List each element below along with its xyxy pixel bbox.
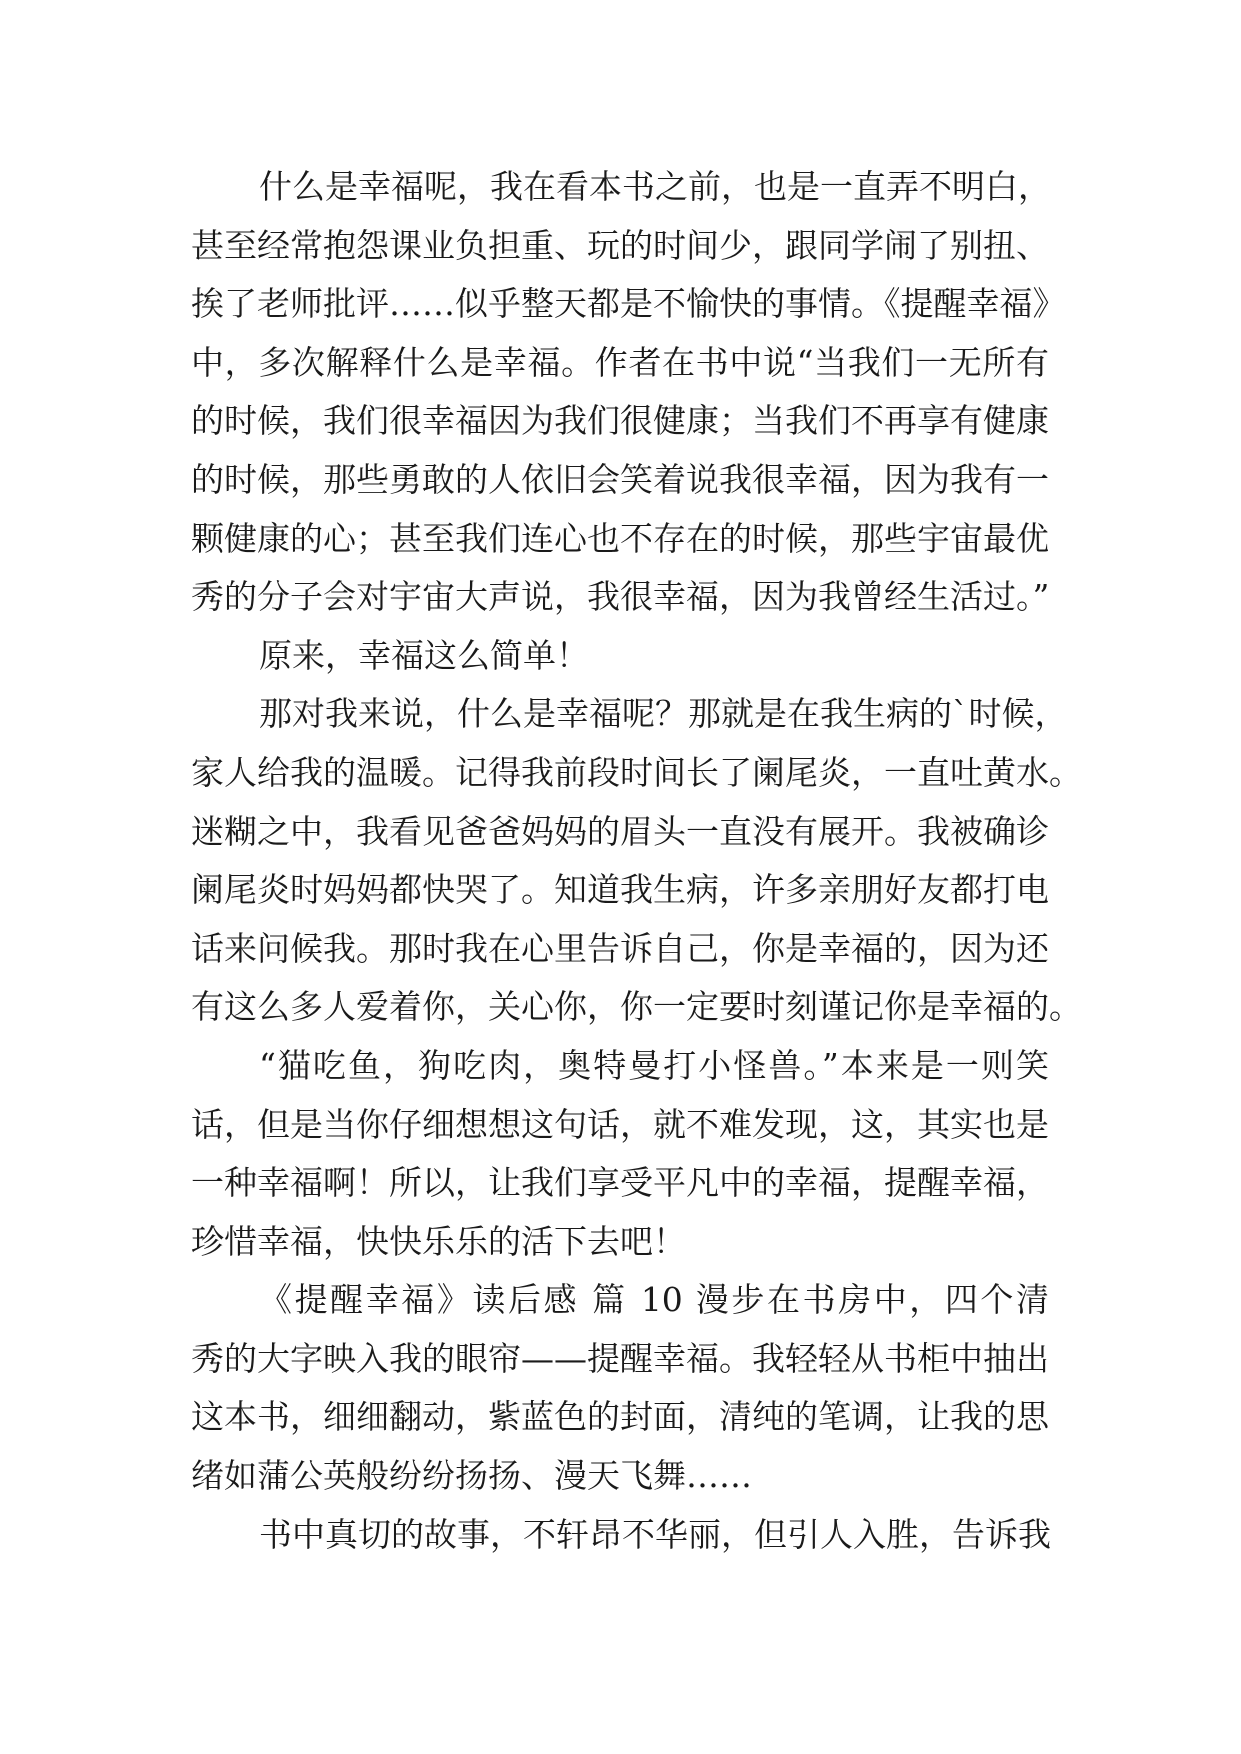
text-line: 甚至经常抱怨课业负担重、玩的时间少，跟同学闹了别扭、	[191, 225, 1049, 265]
text-line: 原来，幸福这么简单！	[259, 635, 589, 675]
text-line: 的时候，那些勇敢的人依旧会笑着说我很幸福，因为我有一	[191, 459, 1049, 499]
text-line: 的时候，我们很幸福因为我们很健康；当我们不再享有健康	[191, 401, 1049, 441]
text-line: 什么是幸福呢，我在看本书之前，也是一直弄不明白，	[259, 167, 1051, 206]
text-line: 这本书，细细翻动，紫蓝色的封面，清纯的笔调，让我的思	[191, 1397, 1049, 1437]
text-line: 颗健康的心；甚至我们连心也不存在的时候，那些宇宙最优	[191, 518, 1049, 558]
text-line: 绪如蒲公英般纷纷扬扬、漫天飞舞……	[191, 1456, 752, 1496]
paragraph-what-is-happiness	[191, 158, 1066, 627]
body-text	[191, 158, 1082, 1564]
text-line: 秀的大字映入我的眼帘——提醒幸福。我轻轻从书柜中抽出	[191, 1338, 1049, 1378]
text-line: 迷糊之中，我看见爸爸妈妈的眉头一直没有展开。我被确诊	[191, 811, 1049, 851]
text-line: 挨了老师批评……似乎整天都是不愉快的事情。《提醒幸福》	[191, 284, 1066, 324]
text-line: 话来问候我。那时我在心里告诉自己，你是幸福的，因为还	[191, 928, 1049, 968]
paragraph-illness	[191, 685, 1082, 1037]
text-line: “猫吃鱼，狗吃肉，奥特曼打小怪兽。”本来是一则笑	[259, 1045, 1049, 1085]
text-line: 《提醒幸福》读后感 篇 10 漫步在书房中，四个清	[259, 1280, 1049, 1320]
paragraph-so-simple	[191, 627, 1049, 686]
text-line: 秀的分子会对宇宙大声说，我很幸福，因为我曾经生活过。”	[191, 577, 1050, 617]
text-line: 那对我来说，什么是幸福呢？那就是在我生病的`时候，	[259, 694, 1068, 734]
text-line: 有这么多人爱着你，关心你，你一定要时刻谨记你是幸福的。	[191, 987, 1082, 1027]
text-line: 家人给我的温暖。记得我前段时间长了阑尾炎，一直吐黄水。	[191, 752, 1082, 792]
text-line: 书中真切的故事，不轩昂不华丽，但引人入胜，告诉我	[259, 1514, 1051, 1554]
text-line: 话，但是当你仔细想想这句话，就不难发现，这，其实也是	[191, 1104, 1049, 1144]
text-line: 一种幸福啊！所以，让我们享受平凡中的幸福，提醒幸福，	[191, 1163, 1049, 1203]
paragraph-joke	[191, 1037, 1049, 1271]
text-line: 珍惜幸福，快快乐乐的活下去吧！	[191, 1221, 686, 1261]
paragraph-chapter-10	[191, 1271, 1049, 1505]
paragraph-book-stories	[191, 1506, 1049, 1565]
text-line: 阑尾炎时妈妈都快哭了。知道我生病，许多亲朋好友都打电	[191, 870, 1049, 910]
text-line: 中，多次解释什么是幸福。作者在书中说“当我们一无所有	[191, 342, 1049, 382]
